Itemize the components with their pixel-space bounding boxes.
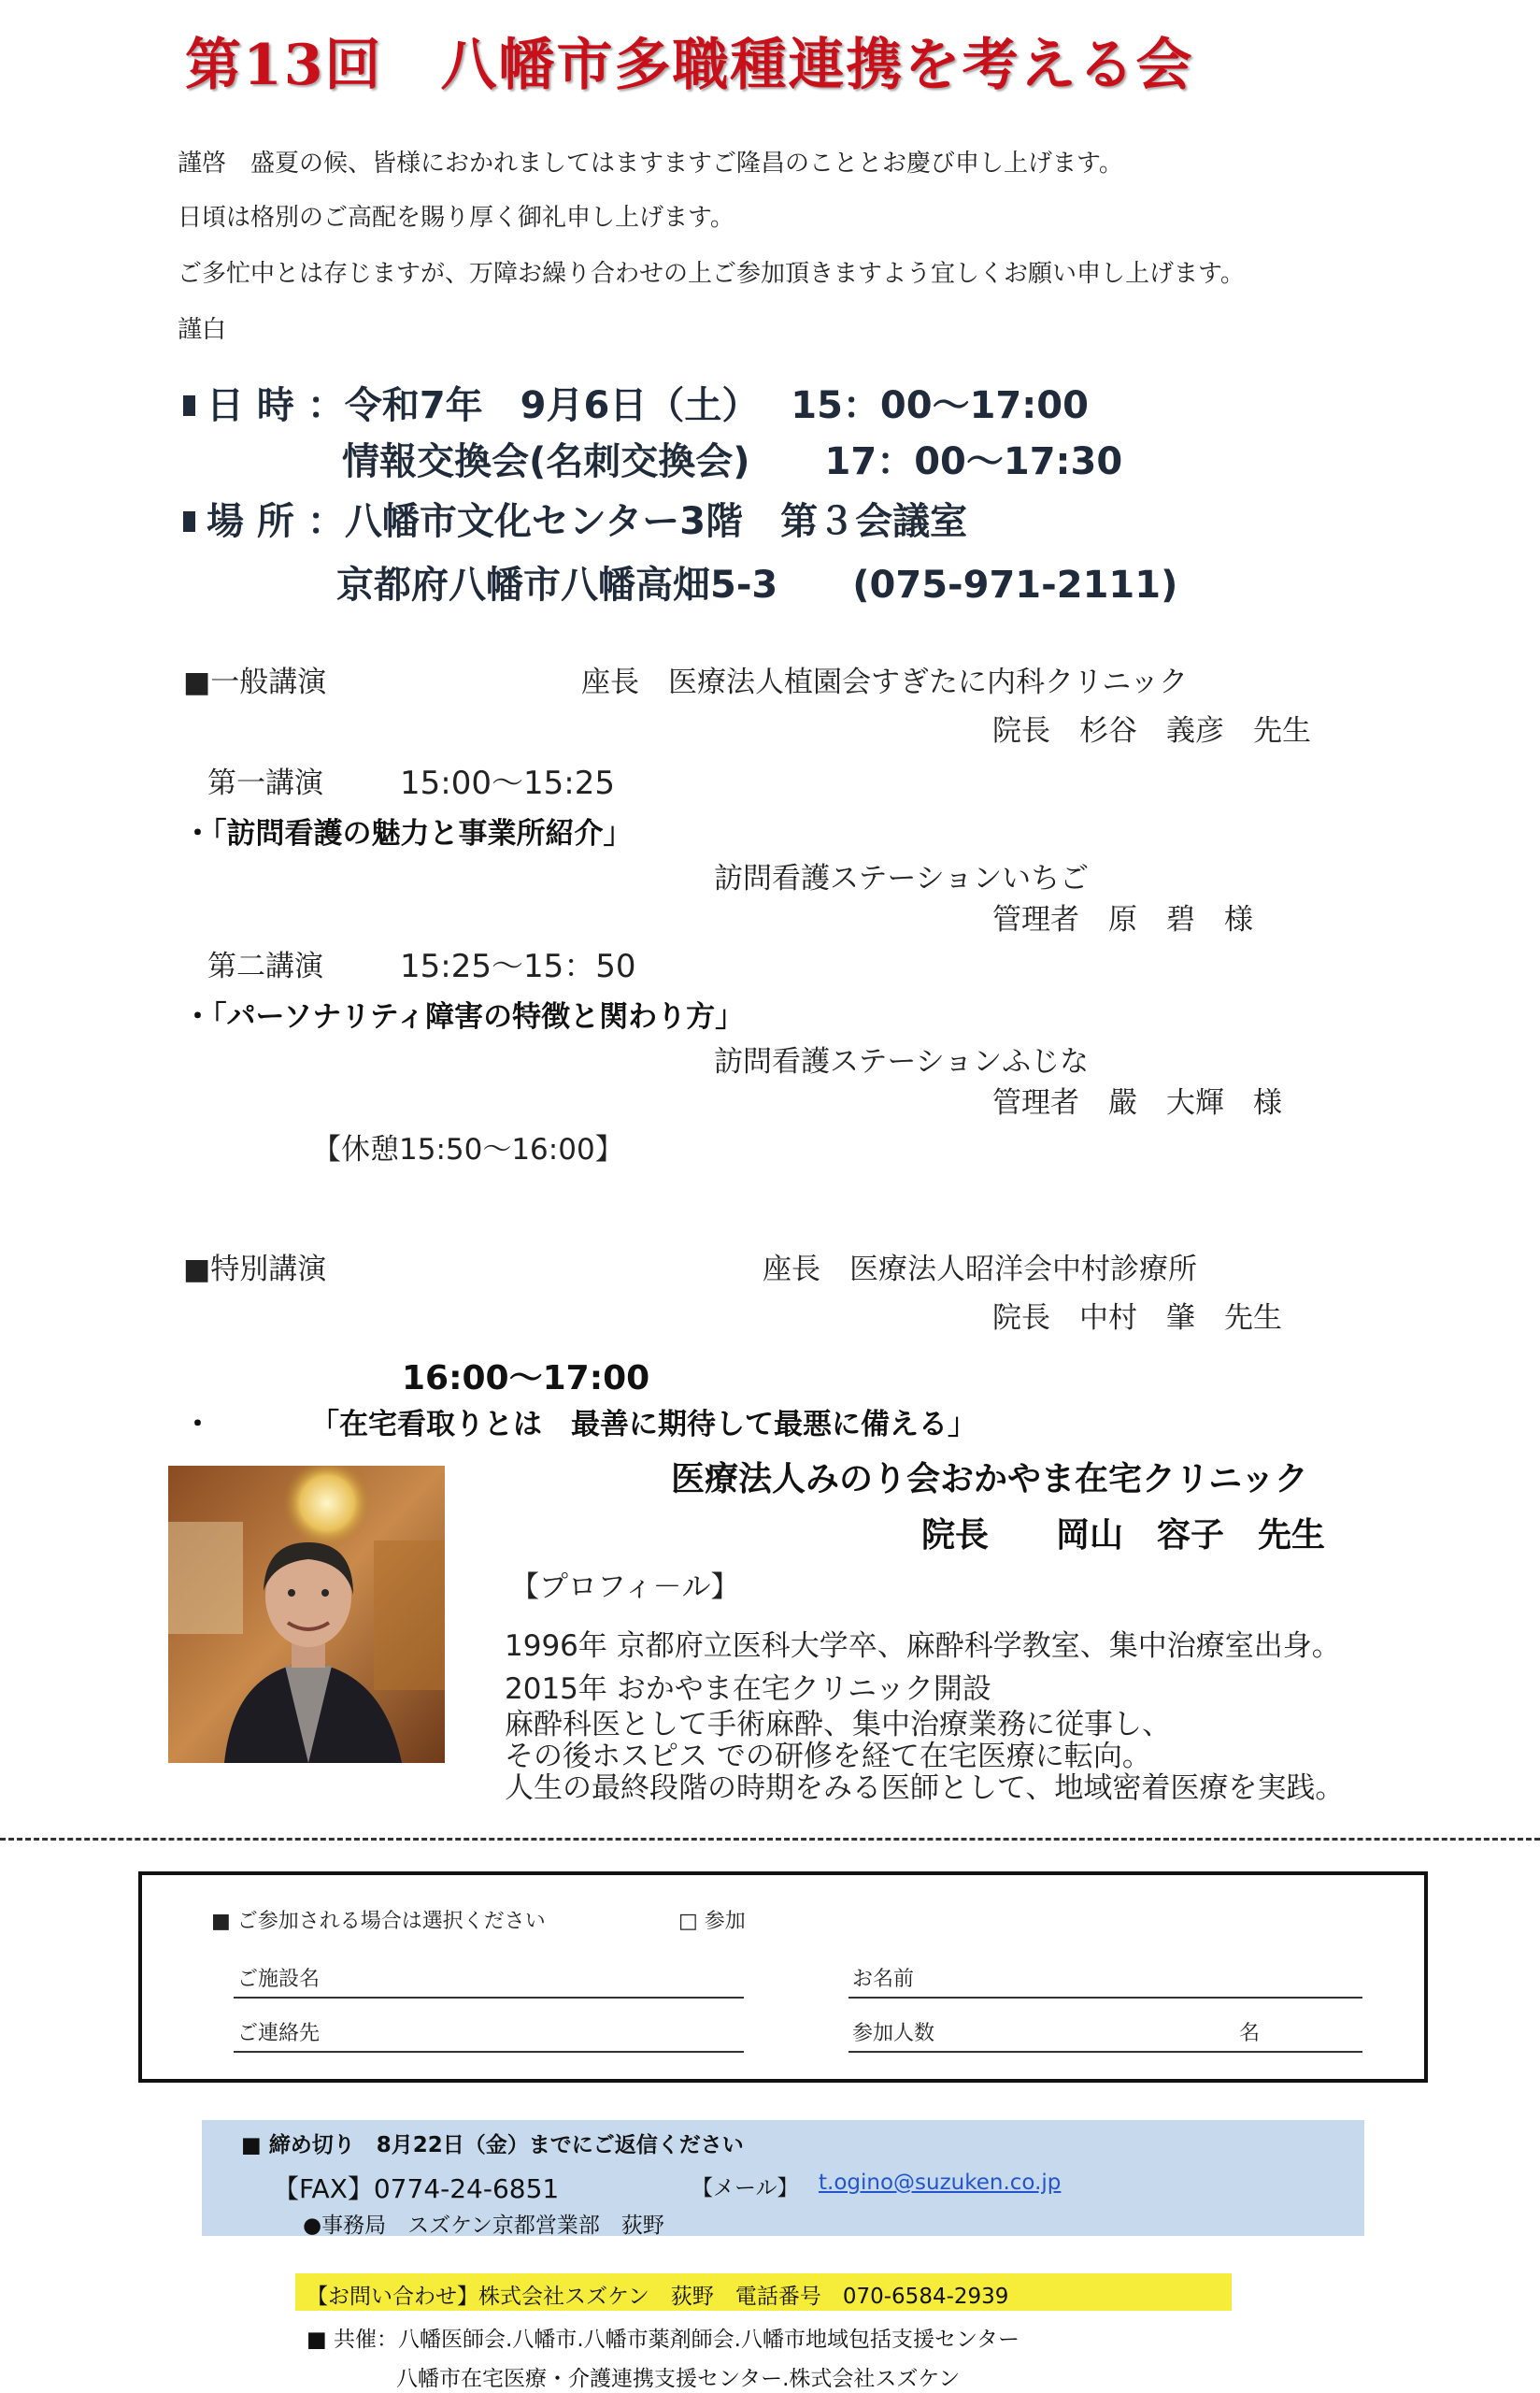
lecture1-speaker: 管理者 原 碧 様 xyxy=(992,903,1253,937)
profile-line-1: 1996年 京都府立医科大学卒、麻酔科学教室、集中治療室出身。 xyxy=(505,1629,1341,1663)
profile-line-3: 麻酔科医として手術麻酔、集中治療業務に従事し、 xyxy=(505,1708,1171,1741)
participation-select-label: ■ ご参加される場合は選択ください xyxy=(211,1910,546,1933)
profile-line-2: 2015年 おかやま在宅クリニック開設 xyxy=(505,1672,991,1706)
contact-field-label: ご連絡先 xyxy=(237,2022,321,2045)
special-org: 医療法人みのり会おかやま在宅クリニック xyxy=(671,1460,1308,1498)
special-chair: 座長 医療法人昭洋会中村診療所 xyxy=(763,1253,1197,1286)
event-exchange: 情報交換会(名刺交換会) 17：00～17:30 xyxy=(342,440,1123,483)
speaker-photo xyxy=(168,1466,445,1763)
attendees-field[interactable] xyxy=(848,2051,1362,2053)
lecture1-org: 訪問看護ステーションいちご xyxy=(714,862,1090,896)
break-time: 【休憩15:50～16:00】 xyxy=(312,1133,624,1167)
special-title: 「在宅看取りとは 最善に期待して最悪に備える」 xyxy=(310,1408,977,1441)
deadline-label: ■ 締め切り 8月22日（金）までにご返信ください xyxy=(241,2133,744,2157)
name-field-label: お名前 xyxy=(852,1968,915,1991)
name-field[interactable] xyxy=(848,1997,1362,1999)
mail-label: 【メール】 xyxy=(692,2176,799,2200)
lecture2-org: 訪問看護ステーションふじな xyxy=(714,1045,1090,1079)
special-bullet: ・ xyxy=(183,1408,212,1441)
email-link[interactable]: t.ogino@suzuken.co.jp xyxy=(819,2171,1062,2195)
lecture2-label: 第二講演 xyxy=(207,950,323,983)
special-heading: ■特別講演 xyxy=(183,1253,327,1286)
event-datetime-text: 日 時 ：令和7年 9月6日（土） 15：00～17:00 xyxy=(207,384,1089,427)
profile-label: 【プロフィ－ル】 xyxy=(510,1570,740,1604)
general-chair-title: 院長 杉谷 義彦 先生 xyxy=(992,714,1311,748)
lecture1-time: 15:00～15:25 xyxy=(400,765,615,802)
greeting-closing: 謹白 xyxy=(178,316,227,344)
event-address: 京都府八幡市八幡高畑5-3 (075-971-2111) xyxy=(336,564,1178,607)
facility-field-label: ご施設名 xyxy=(237,1968,321,1991)
lecture2-time: 15:25～15：50 xyxy=(400,948,636,985)
cut-line xyxy=(0,1838,1540,1841)
cosponsor-line-2: 八幡市在宅医療・介護連携支援センター.株式会社スズケン xyxy=(396,2367,961,2391)
contact-field[interactable] xyxy=(234,2051,744,2053)
participate-checkbox[interactable]: □ 参加 xyxy=(678,1910,746,1933)
bullet-square-icon xyxy=(183,511,195,532)
profile-line-5: 人生の最終段階の時期をみる医師として、地域密着医療を実践。 xyxy=(505,1771,1345,1805)
general-chair: 座長 医療法人植園会すぎたに内科クリニック xyxy=(581,666,1189,699)
special-time: 16:00～17:00 xyxy=(402,1359,650,1397)
attendees-unit: 名 xyxy=(1239,2022,1261,2045)
event-place xyxy=(183,492,967,545)
office-contact: ●事務局 スズケン京都営業部 荻野 xyxy=(303,2214,664,2238)
fax-number: 【FAX】0774-24-6851 xyxy=(273,2173,560,2204)
lecture2-speaker: 管理者 嚴 大輝 様 xyxy=(992,1086,1282,1120)
greeting-line-3: ご多忙中とは存じますが、万障お繰り合わせの上ご参加頂きますよう宜しくお願い申し上げます。 xyxy=(178,260,1245,288)
special-chair-title: 院長 中村 肇 先生 xyxy=(992,1301,1282,1335)
cosponsor-line-1: ■ 共催：八幡医師会.八幡市.八幡市薬剤師会.八幡市地域包括支援センター xyxy=(307,2328,1020,2352)
attendees-field-label: 参加人数 xyxy=(852,2022,935,2045)
bullet-square-icon xyxy=(183,395,195,416)
event-datetime xyxy=(183,376,1089,429)
profile-line-4: その後ホスピス での研修を経て在宅医療に転向。 xyxy=(505,1740,1151,1773)
greeting-line-1: 謹啓 盛夏の候、皆様におかれましてはますますご隆昌のこととお慶び申し上げます。 xyxy=(178,150,1123,178)
inquiry-text: 【お問い合わせ】株式会社スズケン 荻野 電話番号 070-6584-2939 xyxy=(307,2285,1009,2309)
greeting-line-2: 日頃は格別のご高配を賜り厚く御礼申し上げます。 xyxy=(178,204,734,232)
lecture1-title: ・「訪問看護の魅力と事業所紹介」 xyxy=(183,817,633,851)
event-place-text: 場 所 ：八幡市文化センター3階 第３会議室 xyxy=(207,500,968,543)
lecture1-label: 第一講演 xyxy=(207,767,323,800)
page-title: 第13回 八幡市多職種連携を考える会 xyxy=(185,33,1194,98)
facility-field[interactable] xyxy=(234,1997,744,1999)
special-speaker: 院長 岡山 容子 先生 xyxy=(921,1516,1326,1555)
lecture2-title: ・「パーソナリティ障害の特徴と関わり方」 xyxy=(183,1000,745,1034)
general-heading: ■一般講演 xyxy=(183,666,327,699)
